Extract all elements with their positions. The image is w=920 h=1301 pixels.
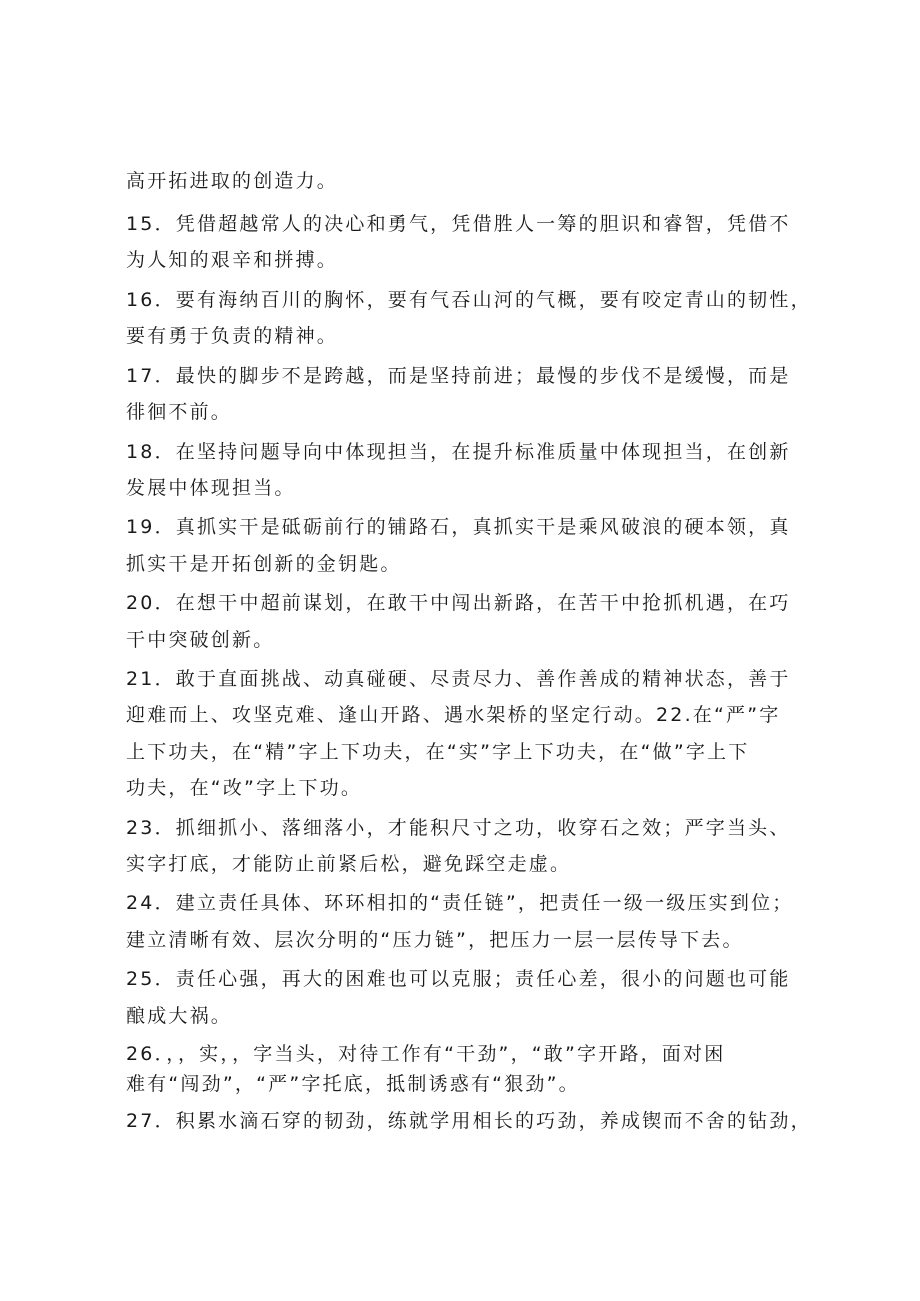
text-line: 上下功夫，在“精”字上下功夫，在“实”字上下功夫，在“做”字上下 [126, 741, 750, 763]
text-line: 功夫，在“改”字上下功。 [126, 777, 363, 799]
text-line: 抓实干是开拓创新的金钥匙。 [126, 553, 402, 575]
text-line: 18．在坚持问题导向中体现担当，在提升标准质量中体现担当，在创新 [126, 441, 791, 463]
text-line: 酿成大祸。 [126, 1005, 233, 1027]
text-line: 21．敢于直面挑战、动真碰硬、尽责尽力、善作善成的精神状态，善于 [126, 668, 791, 690]
text-line: 26．，，实，，字当头，对待工作有“干劲”，“敢”字开路，面对困 [126, 1043, 726, 1065]
text-line: 建立清晰有效、层次分明的“压力链”，把压力一层一层传导下去。 [126, 929, 744, 951]
text-line: 25．责任心强，再大的困难也可以克服；责任心差，很小的问题也可能 [126, 968, 791, 990]
text-line: 为人知的艰辛和拼搏。 [126, 249, 339, 271]
text-line: 徘徊不前。 [126, 401, 233, 423]
text-line: 27．积累水滴石穿的韧劲，练就学用相长的巧劲，养成锲而不舍的钻劲， [126, 1110, 812, 1132]
text-line: 实字打底，才能防止前紧后松，避免踩空走虚。 [126, 853, 572, 875]
text-line: 干中突破创新。 [126, 629, 275, 651]
text-line: 23．抓细抓小、落细落小，才能积尺寸之功，收穿石之效；严字当头、 [126, 817, 791, 839]
text-line: 19．真抓实干是砥砺前行的铺路石，真抓实干是乘风破浪的硬本领，真 [126, 516, 791, 538]
text-line: 17．最快的脚步不是跨越，而是坚持前进；最慢的步伐不是缓慢，而是 [126, 365, 791, 387]
text-line: 16．要有海纳百川的胸怀，要有气吞山河的气概，要有咬定青山的韧性， [126, 289, 812, 311]
text-line: 24．建立责任具体、环环相扣的“责任链”，把责任一级一级压实到位； [126, 892, 794, 914]
text-line: 发展中体现担当。 [126, 477, 296, 499]
text-line: 15．凭借超越常人的决心和勇气，凭借胜人一筹的胆识和睿智，凭借不 [126, 213, 791, 235]
text-line: 要有勇于负责的精神。 [126, 325, 339, 347]
text-line: 20．在想干中超前谋划，在敢干中闯出新路，在苦干中抢抓机遇，在巧 [126, 592, 791, 614]
text-line: 迎难而上、攻坚克难、逢山开路、遇水架桥的坚定行动。22.在“严”字 [126, 704, 781, 726]
text-line: 高开拓进取的创造力。 [126, 170, 339, 192]
text-line: 难有“闯劲”，“严”字托底，抵制诱惑有“狠劲”。 [126, 1073, 580, 1095]
